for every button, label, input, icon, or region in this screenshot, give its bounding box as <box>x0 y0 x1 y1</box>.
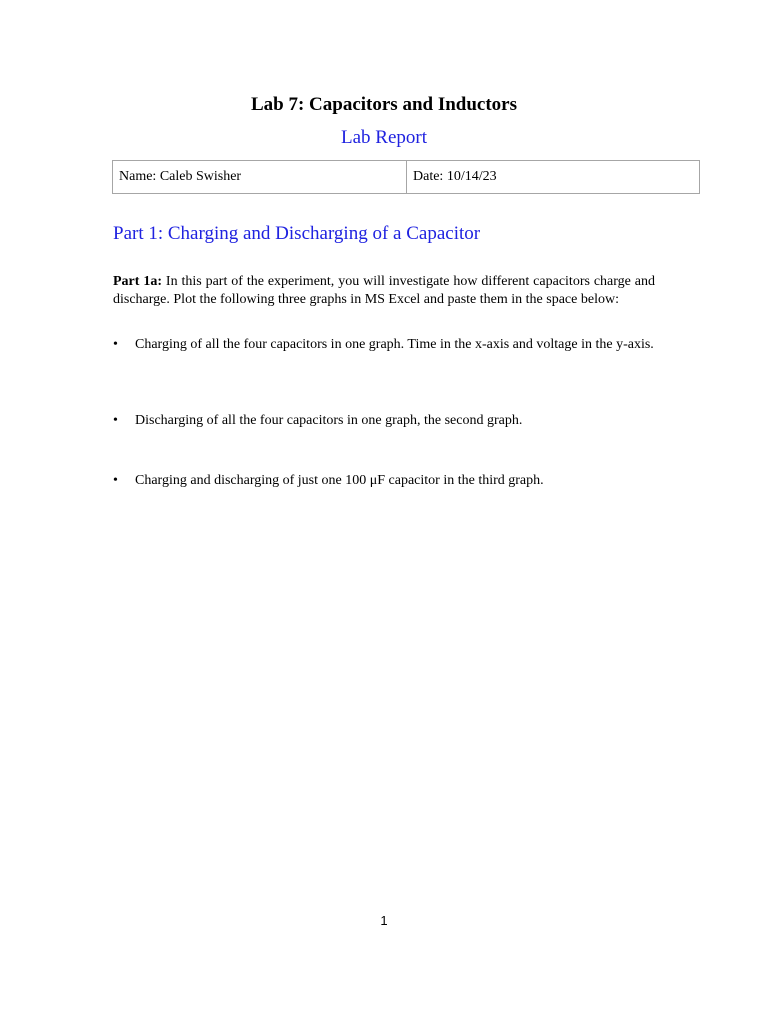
section-heading: Part 1: Charging and Discharging of a Capacitor <box>113 223 481 244</box>
bullet-icon: • <box>113 337 118 352</box>
info-table-row <box>113 161 700 194</box>
bullet-list-1 <box>113 336 655 354</box>
bullet-text: Charging and discharging of just one 100 μF capacitor in the third graph. <box>135 473 544 488</box>
bullet-list-3 <box>113 472 655 490</box>
list-item <box>113 412 655 430</box>
list-item <box>113 336 655 354</box>
date-cell: Date: 10/14/23 <box>407 161 700 194</box>
info-table <box>112 160 700 194</box>
list-item <box>113 472 655 490</box>
document-title: Lab 7: Capacitors and Inductors <box>250 94 518 115</box>
document-subtitle: Lab Report <box>340 127 427 148</box>
intro-label: Part 1a: <box>113 274 162 289</box>
name-cell: Name: Caleb Swisher <box>113 161 407 194</box>
intro-text: In this part of the experiment, you will investigate how different capacitors charge and discharge. Plot the following three graphs in MS Excel and paste them in the space below: <box>113 274 655 307</box>
intro-paragraph <box>113 273 655 309</box>
bullet-text: Discharging of all the four capacitors in one graph, the second graph. <box>135 413 523 428</box>
page-number: 1 <box>380 913 388 928</box>
bullet-list-2 <box>113 412 655 430</box>
bullet-text: Charging of all the four capacitors in one graph. Time in the x-axis and voltage in the y-axis. <box>135 337 654 352</box>
bullet-icon: • <box>113 413 118 428</box>
bullet-icon: • <box>113 473 118 488</box>
